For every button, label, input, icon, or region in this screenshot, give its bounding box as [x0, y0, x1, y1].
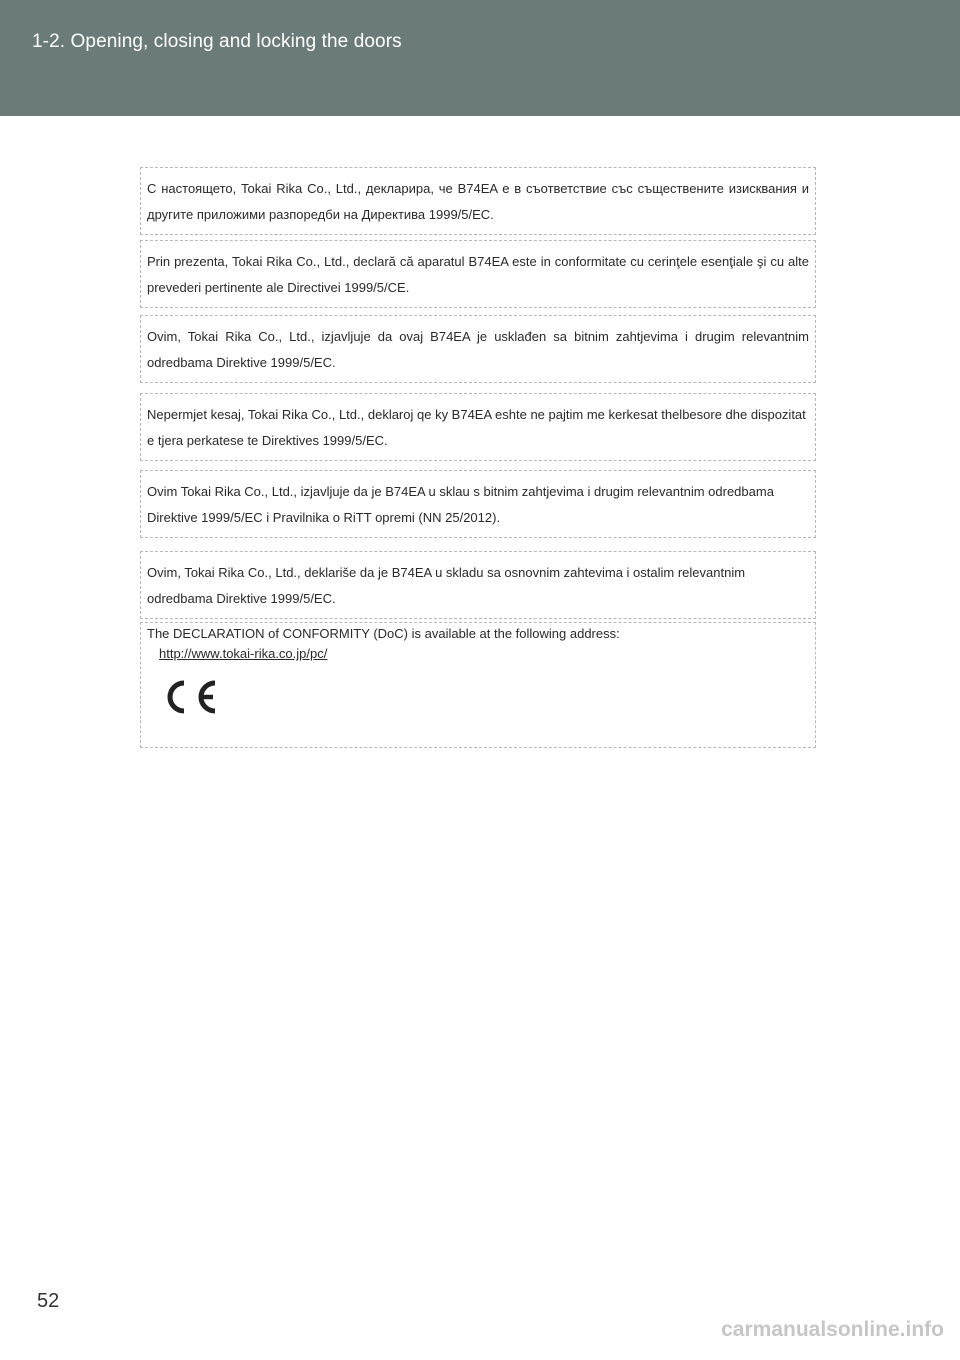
declaration-text: Prin prezenta, Tokai Rika Co., Ltd., declară că aparatul B74EA este in conformitate cu cerinţele esenţiale şi cu alte prevederi pertinente ale Directivei 1999/5/CE. [147, 254, 809, 295]
doc-url-link[interactable]: http://www.tokai-rika.co.jp/pc/ [159, 646, 328, 661]
section-title: 1-2. Opening, closing and locking the doors [32, 31, 402, 52]
watermark: carmanualsonline.info [721, 1318, 944, 1341]
declaration-text: С настоящето, Tokai Rika Co., Ltd., декларира, че B74EA е в съответствие със съществените изисквания и другите приложими разпоредби на Директива 1999/5/EC. [147, 181, 809, 222]
declaration-croatian-ritt [140, 470, 816, 538]
declaration-croatian [140, 315, 816, 383]
declaration-serbian [140, 551, 816, 619]
page-number: 52 [37, 1290, 60, 1312]
declaration-bulgarian [140, 167, 816, 235]
declaration-text: Ovim, Tokai Rika Co., Ltd., izjavljuje da ovaj B74EA je usklađen sa bitnim zahtjevima i drugim relevantnim odredbama Direktive 1999/5/EC. [147, 329, 809, 370]
page-header [0, 0, 960, 116]
declaration-text: Ovim Tokai Rika Co., Ltd., izjavljuje da je B74EA u sklau s bitnim zahtjevima i drugim relevantnim odredbama Direktive 1999/5/EC i Pravilnika o RiTT opremi (NN 25/2012). [147, 484, 774, 525]
declaration-text: Ovim, Tokai Rika Co., Ltd., deklariše da je B74EA u skladu sa osnovnim zahtevima i ostalim relevantnim odredbama Direktive 1999/5/EC. [147, 565, 746, 606]
declaration-romanian [140, 240, 816, 308]
doc-availability-text: The DECLARATION of CONFORMITY (DoC) is available at the following address: [147, 626, 620, 641]
ce-mark-icon [163, 677, 223, 720]
declaration-albanian [140, 393, 816, 461]
declaration-text: Nepermjet kesaj, Tokai Rika Co., Ltd., deklaroj qe ky B74EA eshte ne pajtim me kerkesat thelbesore dhe dispozitat e tjera perkatese te Direktives 1999/5/EC. [147, 407, 806, 448]
doc-availability-box [140, 622, 816, 748]
